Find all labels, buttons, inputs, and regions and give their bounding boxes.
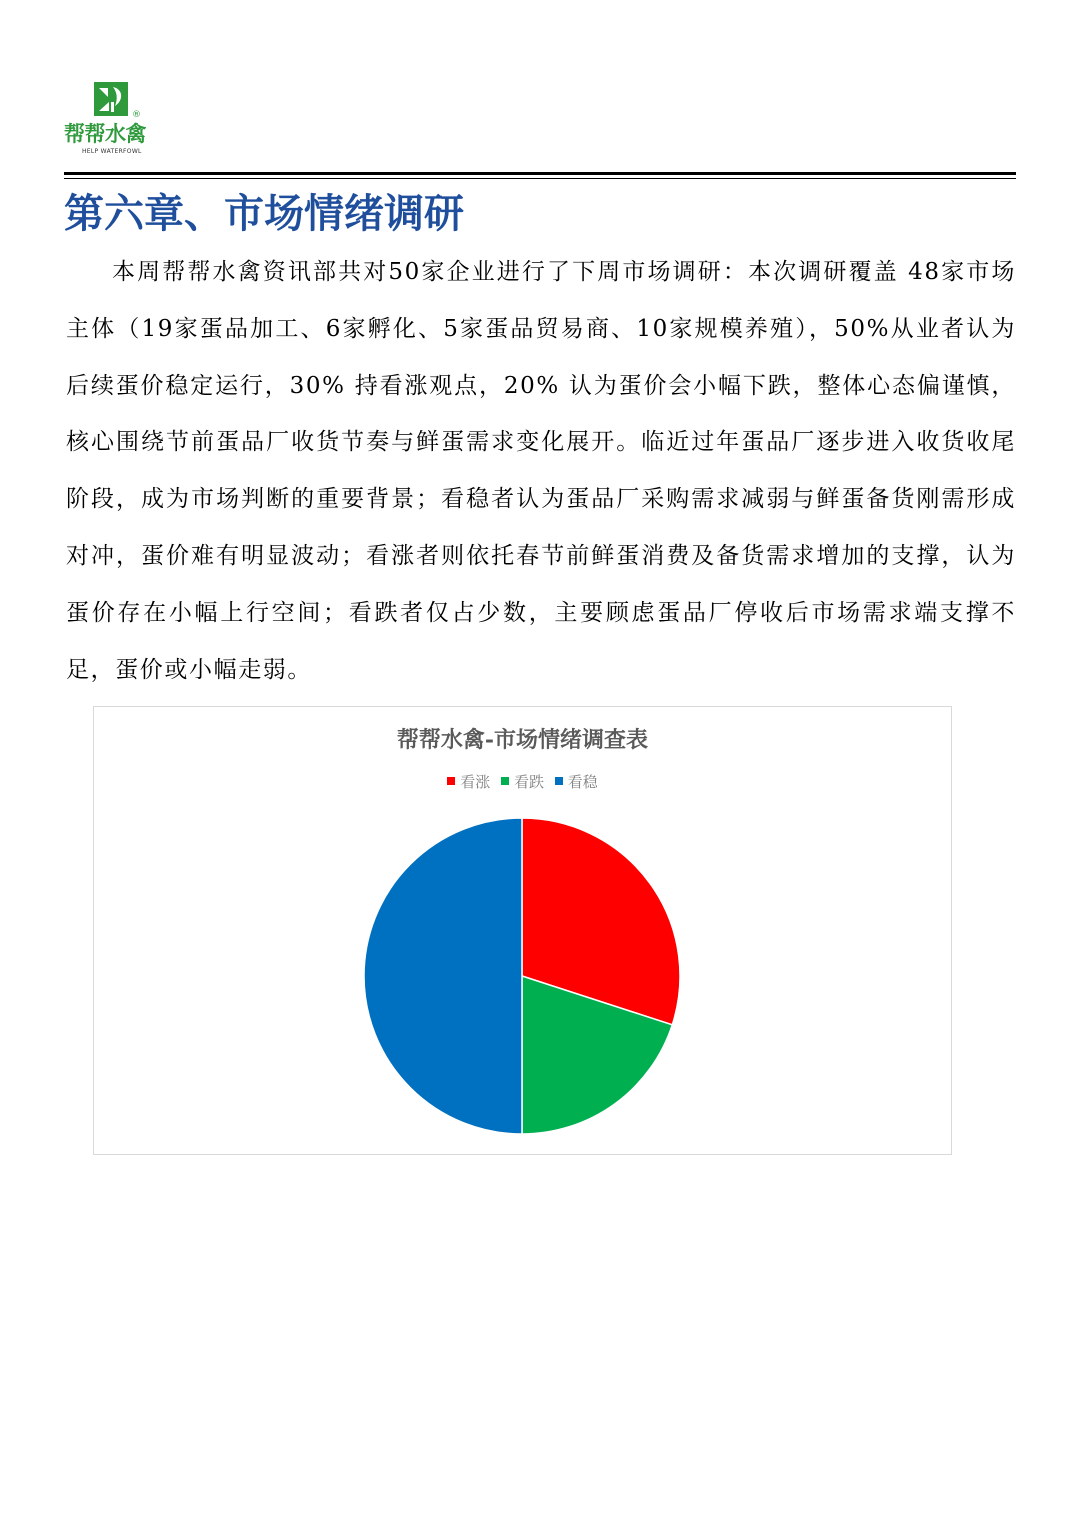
pie-plot-area	[94, 707, 951, 1154]
logo-tagline: HELP WATERFOWL	[82, 148, 142, 155]
legend-label-stable: 看稳	[567, 773, 598, 791]
sentiment-pie-chart	[93, 706, 952, 1155]
logo-name: 帮帮水禽	[64, 121, 146, 146]
pie-slice-stable	[364, 818, 522, 1134]
header-rule-thin	[64, 178, 1016, 179]
chart-title: 帮帮水禽-市场情绪调查表	[396, 727, 649, 753]
legend-label-up: 看涨	[460, 773, 491, 791]
leaf-logo-icon	[94, 82, 128, 116]
body-paragraph: 本周帮帮水禽资讯部共对50家企业进行了下周市场调研：本次调研覆盖 48家市场主体（19家蛋品加工、6家孵化、5家蛋品贸易商、10家规模养殖），50%从业者认为后续蛋价稳定运行，30% 持看涨观点，20% 认为蛋价会小幅下跌，整体心态偏谨慎，核心围绕节前蛋品厂收货节奏与鲜蛋需求变化展开。临近过年蛋品厂逐步进入收货收尾阶段，成为市场判断的重要背景；看稳者认为蛋品厂采购需求减弱与鲜蛋备货刚需形成对冲，蛋价难有明显波动；看涨者则依托春节前鲜蛋消费及备货需求增加的支撑，认为蛋价存在小幅上行空间；看跌者仅占少数，主要顾虑蛋品厂停收后市场需求端支撑不足，蛋价或小幅走弱。	[66, 259, 1016, 683]
header-rule-thick	[64, 172, 1016, 175]
registered-mark: ®	[132, 110, 141, 120]
chapter-title: 第六章、市场情绪调研	[64, 190, 464, 237]
legend-label-down: 看跌	[513, 773, 544, 791]
